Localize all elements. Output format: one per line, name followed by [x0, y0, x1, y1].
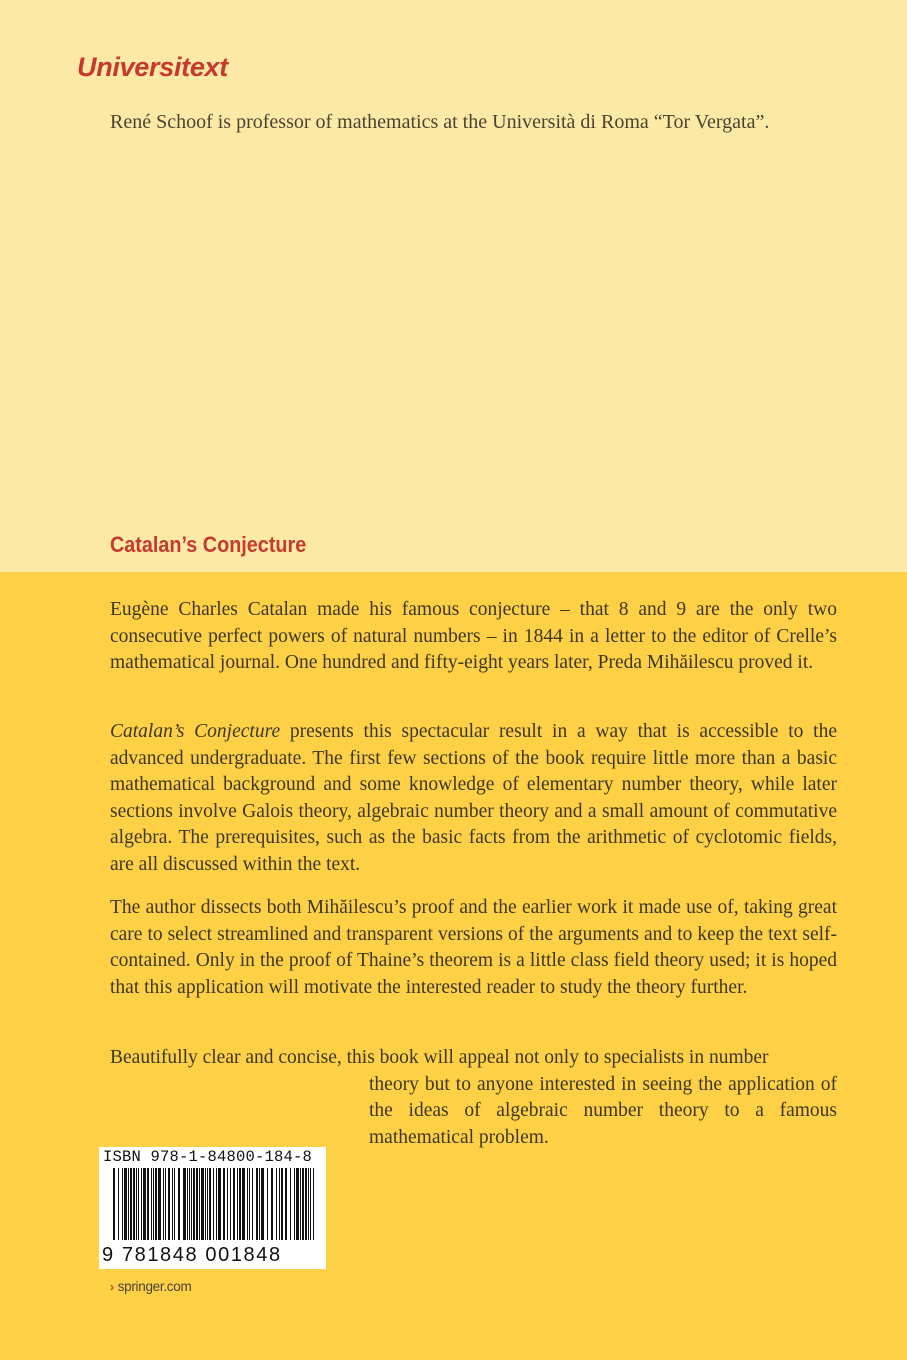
barcode-bar: [147, 1168, 149, 1240]
blurb-paragraph-2-text: presents this spectacular result in a way that is accessible to the advanced undergraduate. The first few sections of the book require little more than a basic mathematical background and some knowledge of elementary number theory, while later sections involve Galois theory, algebraic number theory and a small amount of commutative algebra. The prerequisites, such as the basic facts from the arithmetic of cyclotomic fields, are all discussed within the text.: [110, 721, 837, 875]
barcode-bar: [138, 1168, 139, 1240]
barcode-bar: [124, 1168, 127, 1240]
barcode-bar: [247, 1168, 248, 1240]
barcode-bar: [237, 1168, 238, 1240]
barcode-bar: [136, 1168, 137, 1240]
barcode-bar: [199, 1168, 200, 1240]
top-band: [0, 0, 907, 572]
barcode-bar: [191, 1168, 192, 1240]
barcode-bar: [133, 1168, 135, 1240]
barcode-bar: [201, 1168, 204, 1240]
barcode-bar: [118, 1168, 119, 1240]
barcode-bar: [285, 1168, 287, 1240]
series-name: Universitext: [77, 52, 228, 82]
blurb-paragraph-4: [110, 1045, 837, 1151]
barcode-bar: [281, 1168, 283, 1240]
barcode-bar: [252, 1168, 253, 1240]
barcode-bar: [271, 1168, 273, 1240]
barcode-bar: [187, 1168, 188, 1240]
barcode-bar: [227, 1168, 228, 1240]
isbn-label: ISBN 978-1-84800-184-8: [103, 1148, 313, 1166]
blurb-paragraph-1: Eugène Charles Catalan made his famous conjecture – that 8 and 9 are the only two consecutive perfect powers of natural numbers – in 1844 in a letter to the editor of Crelle’s mathematical journal. One hundred and fifty-eight years later, Preda Mihăilescu proved it.: [110, 599, 837, 674]
blurb-paragraph-2: [110, 719, 837, 879]
blurb-paragraph-4-rest: theory but to anyone interested in seeing the application of the ideas of algebraic number theory to a famous mathematical problem.: [369, 1073, 837, 1148]
barcode-bar: [296, 1168, 299, 1240]
barcode-bar: [168, 1168, 170, 1240]
barcode-bar: [153, 1168, 154, 1240]
barcode-bar: [216, 1168, 217, 1240]
barcode-bar: [302, 1168, 304, 1240]
barcode-bar: [130, 1168, 132, 1240]
barcode-bar: [223, 1168, 225, 1240]
barcode-bar: [308, 1168, 309, 1240]
barcode-bar: [256, 1168, 258, 1240]
barcode-bar: [163, 1168, 164, 1240]
barcode-bar: [249, 1168, 250, 1240]
barcode-bar: [261, 1168, 264, 1240]
barcode-bar: [207, 1168, 208, 1240]
barcode-bar: [209, 1168, 211, 1240]
barcode-bar: [276, 1168, 277, 1240]
book-title: Catalan’s Conjecture: [110, 532, 307, 557]
barcode-bar: [233, 1168, 235, 1240]
barcode-bar: [205, 1168, 206, 1240]
barcode-bar: [172, 1168, 173, 1240]
barcode-bar: [113, 1168, 115, 1240]
barcode-bar: [165, 1168, 166, 1240]
publisher-link[interactable]: [110, 1279, 191, 1294]
barcode-bar: [213, 1168, 214, 1240]
barcode-bar: [305, 1168, 307, 1240]
barcode-bar: [300, 1168, 301, 1240]
barcode-bar: [128, 1168, 129, 1240]
barcode-bar: [193, 1168, 195, 1240]
barcode-bar: [290, 1168, 291, 1240]
barcode-bar: [218, 1168, 221, 1240]
barcode-bar: [183, 1168, 186, 1240]
barcode-bar: [313, 1168, 314, 1240]
barcode-bar: [155, 1168, 157, 1240]
publisher-url: springer.com: [117, 1279, 192, 1294]
barcode-bar: [242, 1168, 245, 1240]
barcode-digits: 9 781848 001848: [102, 1244, 282, 1266]
barcode-bar: [279, 1168, 280, 1240]
blurb-paragraph-3: The author dissects both Mihăilescu’s proof and the earlier work it made use of, taking great care to select streamlined and transparent versions of the arguments and to keep the text self-contained. Only in the proof of Thaine’s theorem is a little class field theory used; it is hoped that this application will motivate the interested reader to study the theory further.: [110, 897, 837, 998]
isbn-barcode: [99, 1147, 326, 1269]
barcode-bars: [103, 1168, 322, 1244]
barcode-bar: [239, 1168, 241, 1240]
barcode-bar: [141, 1168, 142, 1240]
barcode-bar: [230, 1168, 231, 1240]
barcode-bar: [310, 1168, 311, 1240]
barcode-bar: [151, 1168, 152, 1240]
barcode-bar: [267, 1168, 268, 1240]
barcode-bar: [143, 1168, 146, 1240]
arrow-icon: ›: [110, 1280, 114, 1294]
barcode-bar: [158, 1168, 161, 1240]
author-bio: René Schoof is professor of mathematics at the Università di Roma “Tor Vergata”.: [110, 111, 770, 133]
barcode-bar: [174, 1168, 175, 1240]
blurb-paragraph-4-line-1: Beautifully clear and concise, this book will appeal not only to specialists in number: [110, 1047, 769, 1068]
barcode-bar: [196, 1168, 198, 1240]
barcode-bar: [122, 1168, 123, 1240]
barcode-bar: [259, 1168, 260, 1240]
barcode-bar: [294, 1168, 295, 1240]
barcode-bar: [178, 1168, 180, 1240]
barcode-bar: [189, 1168, 190, 1240]
blurb-title-italic: Catalan’s Conjecture: [110, 721, 281, 742]
